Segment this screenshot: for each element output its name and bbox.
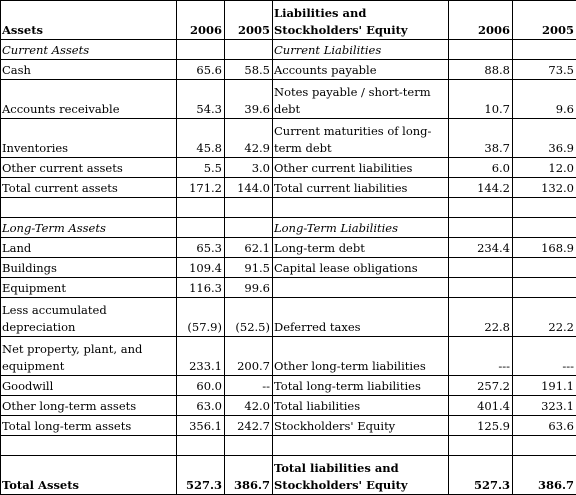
total-liabilities-equity-label: Total liabilities and Stockholders' Equity xyxy=(273,456,449,495)
totals-row xyxy=(1,456,576,495)
current-assets-heading: Current Assets xyxy=(1,40,177,60)
total-current-liabilities-label: Total current liabilities xyxy=(273,178,449,198)
empty-cell xyxy=(513,198,576,218)
empty-cell xyxy=(449,278,513,298)
asset-value-2006: 109.4 xyxy=(177,258,225,278)
empty-cell xyxy=(513,218,576,238)
assets-year-2005-header: 2005 xyxy=(225,1,273,40)
empty-cell xyxy=(225,218,273,238)
liability-value-2005: 12.0 xyxy=(513,158,576,178)
table-row xyxy=(1,60,576,80)
empty-cell xyxy=(449,40,513,60)
asset-label: Accounts receivable xyxy=(1,80,177,119)
asset-value-2006: 171.2 xyxy=(177,178,225,198)
asset-value-2006: 63.0 xyxy=(177,396,225,416)
asset-value-2006: 5.5 xyxy=(177,158,225,178)
asset-value-2005: 99.6 xyxy=(225,278,273,298)
asset-label: Land xyxy=(1,238,177,258)
total-assets-2005: 386.7 xyxy=(225,456,273,495)
table-row xyxy=(1,396,576,416)
assets-header: Assets xyxy=(1,1,177,40)
asset-value-2006: 233.1 xyxy=(177,337,225,376)
asset-value-2006: 356.1 xyxy=(177,416,225,436)
total-liabilities-equity-2005: 386.7 xyxy=(513,456,576,495)
liability-value-2005: 63.6 xyxy=(513,416,576,436)
empty-cell xyxy=(1,436,177,456)
asset-label: Equipment xyxy=(1,278,177,298)
asset-value-2005: 91.5 xyxy=(225,258,273,278)
liability-value-2006: 401.4 xyxy=(449,396,513,416)
table-row xyxy=(1,80,576,119)
liability-value-2006: 88.8 xyxy=(449,60,513,80)
asset-value-2005: 62.1 xyxy=(225,238,273,258)
liability-value-2006: --- xyxy=(449,337,513,376)
asset-label: Inventories xyxy=(1,119,177,158)
asset-value-2006: 65.3 xyxy=(177,238,225,258)
total-assets-2006: 527.3 xyxy=(177,456,225,495)
empty-cell xyxy=(177,40,225,60)
empty-cell xyxy=(225,198,273,218)
asset-value-2005: 144.0 xyxy=(225,178,273,198)
header-row xyxy=(1,1,576,40)
asset-label: Other long-term assets xyxy=(1,396,177,416)
table-row xyxy=(1,278,576,298)
empty-cell xyxy=(513,278,576,298)
table-row xyxy=(1,238,576,258)
asset-value-2005: 42.0 xyxy=(225,396,273,416)
table-row xyxy=(1,258,576,278)
empty-cell xyxy=(449,218,513,238)
total-long-term-assets-label: Total long-term assets xyxy=(1,416,177,436)
asset-value-2005: 42.9 xyxy=(225,119,273,158)
liability-value-2005: 36.9 xyxy=(513,119,576,158)
liability-label: Other current liabilities xyxy=(273,158,449,178)
liability-value-2006: 22.8 xyxy=(449,298,513,337)
asset-label: Buildings xyxy=(1,258,177,278)
asset-label: Other current assets xyxy=(1,158,177,178)
liability-value-2005: 168.9 xyxy=(513,238,576,258)
table-row xyxy=(1,298,576,337)
long-term-liabilities-heading: Long-Term Liabilities xyxy=(273,218,449,238)
liability-value-2005: 191.1 xyxy=(513,376,576,396)
liability-value-2005: 9.6 xyxy=(513,80,576,119)
asset-value-2005: 242.7 xyxy=(225,416,273,436)
empty-cell xyxy=(513,436,576,456)
empty-cell xyxy=(273,436,449,456)
asset-label: Cash xyxy=(1,60,177,80)
asset-label: Less accumulated depreciation xyxy=(1,298,177,337)
liability-value-2005: 22.2 xyxy=(513,298,576,337)
asset-value-2005: 58.5 xyxy=(225,60,273,80)
total-liabilities-equity-2006: 527.3 xyxy=(449,456,513,495)
table-row xyxy=(1,178,576,198)
asset-value-2005: (52.5) xyxy=(225,298,273,337)
empty-cell xyxy=(177,436,225,456)
empty-cell xyxy=(449,258,513,278)
asset-label: Net property, plant, and equipment xyxy=(1,337,177,376)
liability-value-2005: 132.0 xyxy=(513,178,576,198)
liability-value-2006: 234.4 xyxy=(449,238,513,258)
asset-value-2005: 39.6 xyxy=(225,80,273,119)
liab-year-2006-header: 2006 xyxy=(449,1,513,40)
liability-value-2006: 6.0 xyxy=(449,158,513,178)
liability-value-2005: 73.5 xyxy=(513,60,576,80)
table-row xyxy=(1,337,576,376)
liability-label: Deferred taxes xyxy=(273,298,449,337)
asset-label: Goodwill xyxy=(1,376,177,396)
asset-value-2006: 54.3 xyxy=(177,80,225,119)
empty-cell xyxy=(449,436,513,456)
spacer-row xyxy=(1,436,576,456)
table-row xyxy=(1,376,576,396)
spacer-row xyxy=(1,198,576,218)
empty-cell xyxy=(225,436,273,456)
liability-label: Accounts payable xyxy=(273,60,449,80)
empty-cell xyxy=(449,198,513,218)
current-liabilities-heading: Current Liabilities xyxy=(273,40,449,60)
asset-value-2005: 3.0 xyxy=(225,158,273,178)
table-row xyxy=(1,158,576,178)
asset-value-2006: (57.9) xyxy=(177,298,225,337)
empty-cell xyxy=(273,198,449,218)
liability-value-2005: 323.1 xyxy=(513,396,576,416)
total-assets-label: Total Assets xyxy=(1,456,177,495)
empty-cell xyxy=(225,40,273,60)
empty-cell xyxy=(177,218,225,238)
asset-value-2006: 65.6 xyxy=(177,60,225,80)
liability-label: Notes payable / short-term debt xyxy=(273,80,449,119)
stockholders-equity-label: Stockholders' Equity xyxy=(273,416,449,436)
empty-cell xyxy=(1,198,177,218)
total-long-term-liabilities-label: Total long-term liabilities xyxy=(273,376,449,396)
assets-year-2006-header: 2006 xyxy=(177,1,225,40)
liabilities-header: Liabilities and Stockholders' Equity xyxy=(273,1,449,40)
liability-label: Capital lease obligations xyxy=(273,258,449,278)
total-current-assets-label: Total current assets xyxy=(1,178,177,198)
liability-value-2005: --- xyxy=(513,337,576,376)
asset-value-2006: 45.8 xyxy=(177,119,225,158)
table-row xyxy=(1,40,576,60)
liability-value-2006: 38.7 xyxy=(449,119,513,158)
table-row xyxy=(1,416,576,436)
liability-label: Other long-term liabilities xyxy=(273,337,449,376)
asset-value-2006: 60.0 xyxy=(177,376,225,396)
total-liabilities-label: Total liabilities xyxy=(273,396,449,416)
empty-cell xyxy=(513,40,576,60)
asset-value-2005: -- xyxy=(225,376,273,396)
liability-label: Current maturities of long-term debt xyxy=(273,119,449,158)
empty-cell xyxy=(273,278,449,298)
liability-value-2006: 257.2 xyxy=(449,376,513,396)
table-row xyxy=(1,119,576,158)
liability-value-2006: 10.7 xyxy=(449,80,513,119)
asset-value-2005: 200.7 xyxy=(225,337,273,376)
liability-value-2006: 125.9 xyxy=(449,416,513,436)
liability-label: Long-term debt xyxy=(273,238,449,258)
liab-year-2005-header: 2005 xyxy=(513,1,576,40)
asset-value-2006: 116.3 xyxy=(177,278,225,298)
empty-cell xyxy=(177,198,225,218)
long-term-assets-heading: Long-Term Assets xyxy=(1,218,177,238)
table-row xyxy=(1,218,576,238)
liability-value-2006: 144.2 xyxy=(449,178,513,198)
empty-cell xyxy=(513,258,576,278)
